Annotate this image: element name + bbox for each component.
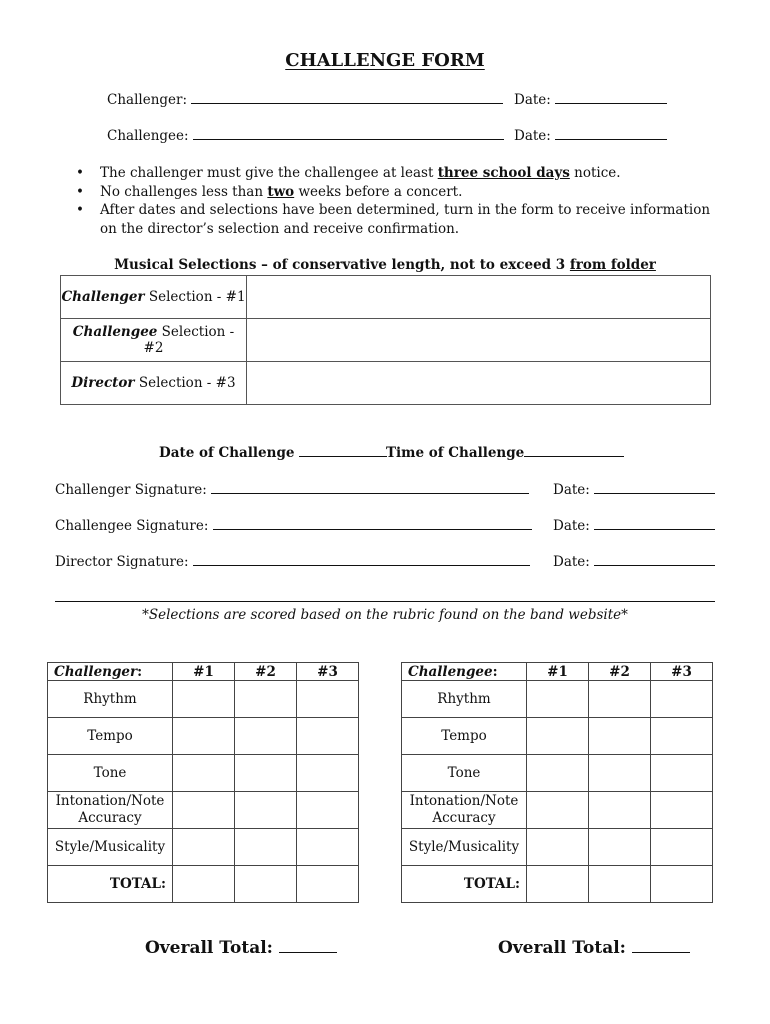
rubric-note: *Selections are scored based on the rubric found on the band website* (142, 607, 628, 623)
score-cell[interactable] (651, 681, 713, 718)
challenge-date-field (159, 444, 387, 461)
table-row (48, 681, 359, 718)
selections-heading: Musical Selections – of conservative length, not to exceed 3 from folder (114, 257, 656, 273)
criterion-label: Style/Musicality (402, 829, 527, 866)
score-cell[interactable] (651, 792, 713, 829)
selection-label: Challenger Selection - #1 (61, 276, 247, 319)
date-label: Date: (514, 128, 551, 144)
score-cell[interactable] (527, 681, 589, 718)
table-row (48, 718, 359, 755)
criterion-label: Tempo (48, 718, 173, 755)
challengee-field (107, 127, 504, 144)
table-row (48, 829, 359, 866)
challenger-signature-input[interactable] (211, 481, 529, 494)
score-cell[interactable] (297, 792, 359, 829)
column-header: #2 (235, 663, 297, 681)
score-cell[interactable] (651, 829, 713, 866)
score-cell[interactable] (235, 718, 297, 755)
rule-item: • The challenger must give the challengee at least three school days notice. (76, 165, 621, 181)
signature-date-input[interactable] (594, 553, 715, 566)
score-cell[interactable] (173, 792, 235, 829)
score-cell[interactable] (173, 681, 235, 718)
score-cell[interactable] (589, 755, 651, 792)
score-cell[interactable] (651, 718, 713, 755)
column-header: #1 (173, 663, 235, 681)
score-cell[interactable] (589, 829, 651, 866)
score-cell[interactable] (235, 829, 297, 866)
criterion-label: Rhythm (48, 681, 173, 718)
score-cell[interactable] (297, 866, 359, 903)
overall-total-label: Overall Total: (145, 938, 273, 958)
column-header: #3 (651, 663, 713, 681)
challenger-label: Challenger: (107, 92, 188, 108)
criterion-label: Style/Musicality (48, 829, 173, 866)
challenger-overall-total (145, 938, 337, 958)
divider (55, 601, 715, 602)
date-label: Date: (514, 92, 551, 108)
signature-label: Challenger Signature: (55, 482, 207, 498)
rule-item: • No challenges less than two weeks before a concert. (76, 183, 463, 200)
challenger-signature-field (55, 481, 529, 498)
criterion-label: Tone (402, 755, 527, 792)
table-row (402, 829, 713, 866)
challenger-field (107, 91, 503, 108)
score-cell[interactable] (589, 718, 651, 755)
challenger-name-input[interactable] (191, 91, 503, 104)
signature-date-input[interactable] (594, 481, 715, 494)
challengee-label: Challengee: (107, 128, 189, 144)
score-cell[interactable] (589, 681, 651, 718)
overall-total-label: Overall Total: (498, 938, 626, 958)
rule-item: • After dates and selections have been determined, turn in the form to receive information on the director’s selection and receive confirmation. (76, 202, 711, 237)
signature-label: Director Signature: (55, 554, 189, 570)
score-cell[interactable] (297, 755, 359, 792)
score-cell[interactable] (651, 755, 713, 792)
criterion-label: Intonation/Note Accuracy (402, 792, 527, 829)
score-cell[interactable] (589, 792, 651, 829)
selection-row (61, 319, 711, 362)
score-cell[interactable] (651, 866, 713, 903)
criterion-label: Tone (48, 755, 173, 792)
score-cell[interactable] (527, 718, 589, 755)
signature-date-field (553, 517, 715, 534)
challengee-overall-input[interactable] (632, 938, 690, 953)
challenger-score-table (47, 662, 359, 903)
score-cell[interactable] (173, 718, 235, 755)
date-label: Date: (553, 518, 590, 534)
challengee-signature-field (55, 517, 532, 534)
rules-list (76, 164, 721, 238)
score-cell[interactable] (235, 866, 297, 903)
challengee-date-input[interactable] (555, 127, 667, 140)
total-label: TOTAL: (402, 866, 527, 903)
score-table-header: Challengee: (402, 663, 527, 681)
challenge-time-label: Time of Challenge (386, 445, 525, 461)
selection-row (61, 362, 711, 405)
date-label: Date: (553, 554, 590, 570)
challengee-overall-total (498, 938, 690, 958)
selection-row (61, 276, 711, 319)
table-row (402, 792, 713, 829)
score-cell[interactable] (297, 718, 359, 755)
table-row (48, 866, 359, 903)
table-row (402, 718, 713, 755)
selection-input[interactable] (247, 362, 711, 405)
score-cell[interactable] (235, 755, 297, 792)
column-header: #2 (589, 663, 651, 681)
signature-date-field (553, 481, 715, 498)
score-cell[interactable] (173, 829, 235, 866)
table-row (48, 755, 359, 792)
score-cell[interactable] (297, 681, 359, 718)
criterion-label: Tempo (402, 718, 527, 755)
total-label: TOTAL: (48, 866, 173, 903)
challenge-time-input[interactable] (524, 444, 624, 457)
director-signature-input[interactable] (193, 553, 530, 566)
challenger-date-field (514, 91, 667, 108)
column-header: #3 (297, 663, 359, 681)
signature-label: Challengee Signature: (55, 518, 209, 534)
challenge-date-input[interactable] (299, 444, 387, 457)
table-row (402, 681, 713, 718)
score-table-header: Challenger: (48, 663, 173, 681)
challengee-name-input[interactable] (193, 127, 504, 140)
criterion-label: Intonation/Note Accuracy (48, 792, 173, 829)
form-title: CHALLENGE FORM (285, 50, 485, 71)
score-cell[interactable] (589, 866, 651, 903)
criterion-label: Rhythm (402, 681, 527, 718)
date-label: Date: (553, 482, 590, 498)
director-signature-field (55, 553, 530, 570)
signature-date-input[interactable] (594, 517, 715, 530)
column-header: #1 (527, 663, 589, 681)
score-cell[interactable] (527, 866, 589, 903)
challengee-score-table (401, 662, 713, 903)
score-cell[interactable] (527, 755, 589, 792)
score-cell[interactable] (527, 829, 589, 866)
selection-input[interactable] (247, 319, 711, 362)
score-cell[interactable] (173, 755, 235, 792)
score-cell[interactable] (173, 866, 235, 903)
table-row (402, 755, 713, 792)
challenger-date-input[interactable] (555, 91, 667, 104)
challenger-overall-input[interactable] (279, 938, 337, 953)
challengee-date-field (514, 127, 667, 144)
challenge-time-field (386, 444, 624, 461)
signature-date-field (553, 553, 715, 570)
score-cell[interactable] (527, 792, 589, 829)
challenge-date-label: Date of Challenge (159, 445, 295, 461)
score-cell[interactable] (297, 829, 359, 866)
selections-table (60, 275, 711, 405)
table-row (402, 866, 713, 903)
selection-label: Director Selection - #3 (61, 362, 247, 405)
score-cell[interactable] (235, 792, 297, 829)
challengee-signature-input[interactable] (213, 517, 532, 530)
score-cell[interactable] (235, 681, 297, 718)
table-row (48, 792, 359, 829)
selection-label: Challengee Selection - #2 (61, 319, 247, 362)
selection-input[interactable] (247, 276, 711, 319)
